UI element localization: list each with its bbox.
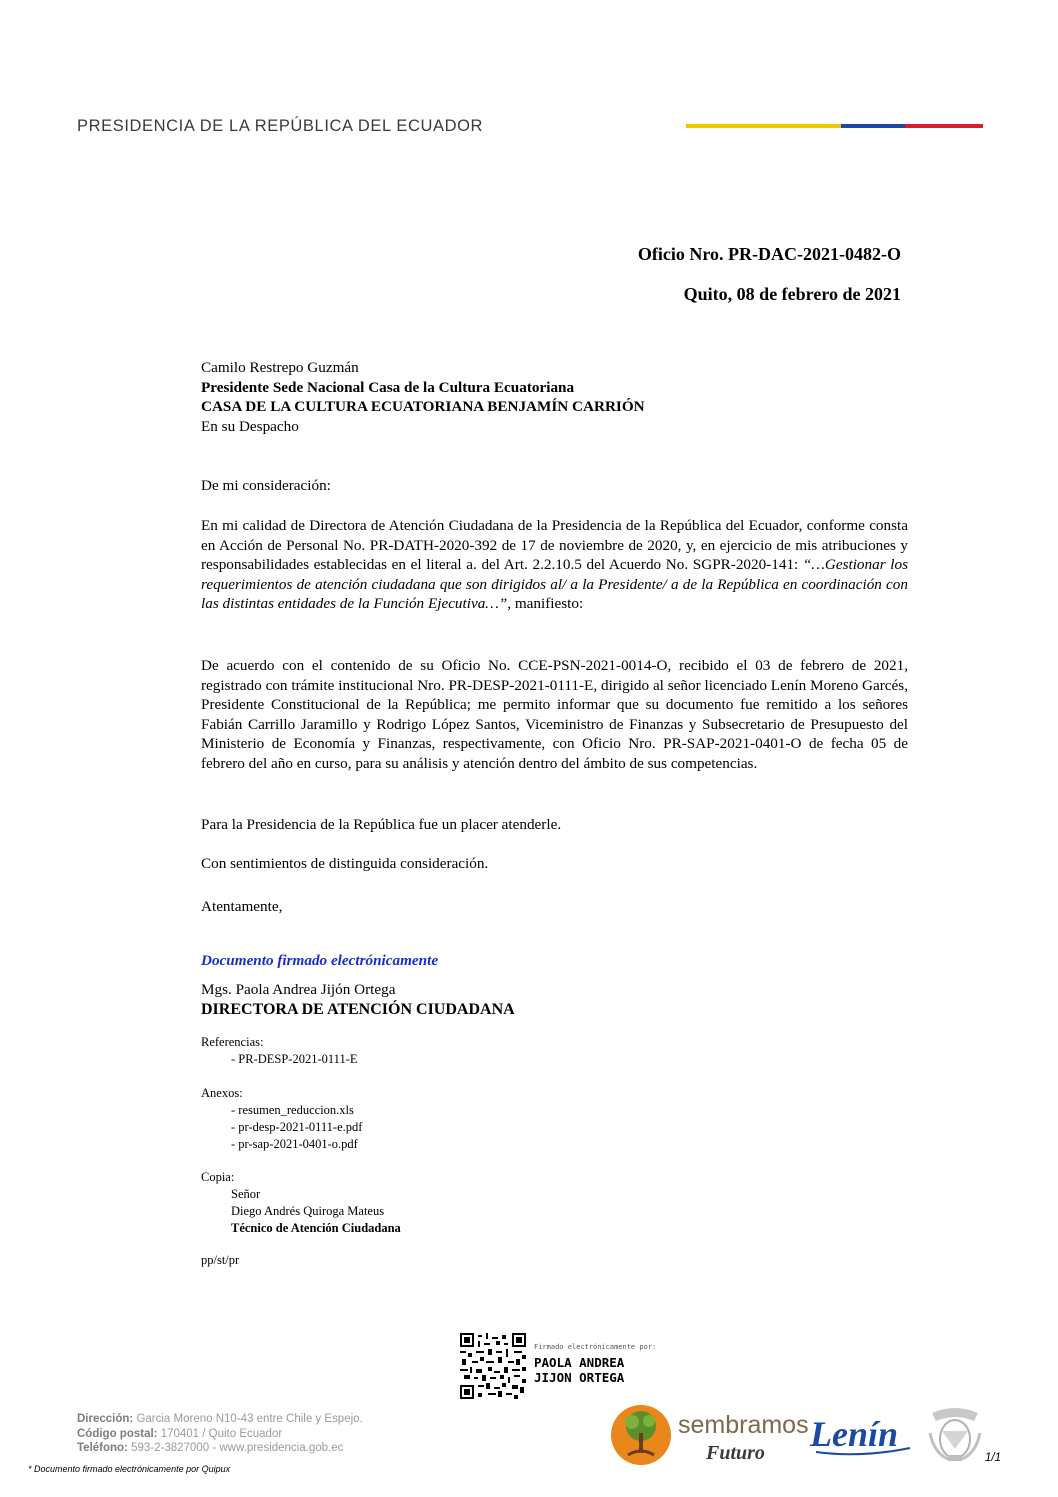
reference-item: - PR-DESP-2021-0111-E <box>231 1052 358 1066</box>
annex-item: - resumen_reduccion.xls <box>231 1103 354 1117</box>
address-label: Dirección: <box>77 1413 134 1425</box>
annexes-label: Anexos: <box>201 1086 243 1100</box>
paragraph-1 <box>201 516 908 614</box>
lenin-logo <box>806 1410 916 1460</box>
page-number: 1/1 <box>985 1452 1001 1464</box>
quipux-note: * Documento firmado electrónicamente por Quipux <box>28 1464 231 1474</box>
flag-yellow-stripe <box>686 124 841 128</box>
annex-item: - pr-desp-2021-0111-e.pdf <box>231 1120 363 1134</box>
phone-label: Teléfono: <box>77 1442 128 1454</box>
paragraph-1-quote: “…Gestionar los requerimientos de atención ciudadana que son dirigidos al/ a la Presidente/ a de la República en coordinación con las distintas entidades de la Función Ejecutiva…” <box>201 556 908 612</box>
recipient-location: En su Despacho <box>201 417 299 435</box>
paragraph-4: Con sentimientos de distinguida consideración. <box>201 855 489 872</box>
header-organization: PRESIDENCIA DE LA REPÚBLICA DEL ECUADOR <box>77 117 484 135</box>
paragraph-1-intro: En mi calidad de Directora de Atención Ciudadana de la Presidencia de la República del Ecuador, conforme consta en Acción de Personal No. PR-DATH-2020-392 de 17 de noviembre de 2020, y, en ejercicio de mis atribuciones y responsabilidades establecidas en el literal a. del Art. 2.2.10.5 del Acuerdo No. SGPR-2020-141: <box>201 517 908 573</box>
flag-color-bar <box>686 124 983 128</box>
paragraph-1-end: , manifiesto: <box>507 595 584 612</box>
document-number: Oficio Nro. PR-DAC-2021-0482-O <box>637 244 901 264</box>
flag-red-stripe <box>905 124 983 128</box>
recipient-institution: CASA DE LA CULTURA ECUATORIANA BENJAMÍN CARRIÓN <box>201 398 645 415</box>
signer-block <box>201 980 515 1019</box>
stamp-name-line-1: PAOLA ANDREA <box>534 1355 625 1370</box>
closing: Atentamente, <box>201 898 283 915</box>
recipient-name: Camilo Restrepo Guzmán <box>201 359 359 376</box>
recipient-block <box>201 358 908 436</box>
postal-label: Código postal: <box>77 1427 158 1440</box>
copy-label: Copia: <box>201 1170 235 1184</box>
copy-name: Diego Andrés Quiroga Mateus <box>231 1204 385 1218</box>
paragraph-3: Para la Presidencia de la República fue un placer atenderle. <box>201 816 562 833</box>
paragraph-2: De acuerdo con el contenido de su Oficio No. CCE-PSN-2021-0014-O, recibido el 03 de febrero de 2021, registrado con trámite institucional Nro. PR-DESP-2021-0111-E, dirigido al señor licenciado Lenín Moreno Garcés, Presidente Constitucional de la República; me permito informar que su documento fue remitido a los señores Fabián Carrillo Jaramillo y Rodrigo López Santos, Viceministro de Finanzas y Subsecretario de Presupuesto del Ministerio de Economía y Finanzas, respectivamente, con Oficio Nro. PR-SAP-2021-0401-O de fecha 05 de febrero del año en curso, para su análisis y atención dentro del ámbito de sus competencias. <box>201 657 908 772</box>
stamp-name-line-2: JIJON ORTEGA <box>534 1370 625 1385</box>
postal-value: 170401 / Quito Ecuador <box>160 1427 283 1440</box>
sembramos-futuro-logo <box>610 1403 809 1467</box>
copy-position: Técnico de Atención Ciudadana <box>231 1221 401 1235</box>
sembramos-text: sembramos <box>678 1411 809 1439</box>
salutation: De mi consideración: <box>201 477 331 494</box>
references-label: Referencias: <box>201 1035 264 1049</box>
lenin-text: Lenín <box>810 1414 899 1454</box>
stamp-signer-name <box>534 1355 624 1385</box>
initials: pp/st/pr <box>201 1253 240 1267</box>
copy-block <box>201 1169 401 1237</box>
footer-address <box>77 1412 363 1456</box>
ecuador-coat-of-arms-icon <box>926 1403 984 1465</box>
document-date: Quito, 08 de febrero de 2021 <box>683 284 901 304</box>
stamp-caption: Firmado electrónicamente por: <box>534 1343 657 1351</box>
copy-salutation: Señor <box>231 1187 261 1201</box>
signer-name: Mgs. Paola Andrea Jijón Ortega <box>201 981 396 998</box>
address-value: Garcia Moreno N10-43 entre Chile y Espejo. <box>136 1413 363 1425</box>
electronic-signature-note: Documento firmado electrónicamente <box>201 952 439 969</box>
annexes-block <box>201 1085 362 1153</box>
references-block <box>201 1034 358 1068</box>
flag-blue-stripe <box>841 124 905 128</box>
recipient-title: Presidente Sede Nacional Casa de la Cultura Ecuatoriana <box>201 378 575 396</box>
qr-code-icon <box>460 1333 526 1399</box>
futuro-text: Futuro <box>706 1442 765 1464</box>
annex-item: - pr-sap-2021-0401-o.pdf <box>231 1137 358 1151</box>
phone-value: 593-2-3827000 - www.presidencia.gob.ec <box>131 1442 344 1454</box>
signer-position: DIRECTORA DE ATENCIÓN CIUDADANA <box>201 1000 515 1018</box>
